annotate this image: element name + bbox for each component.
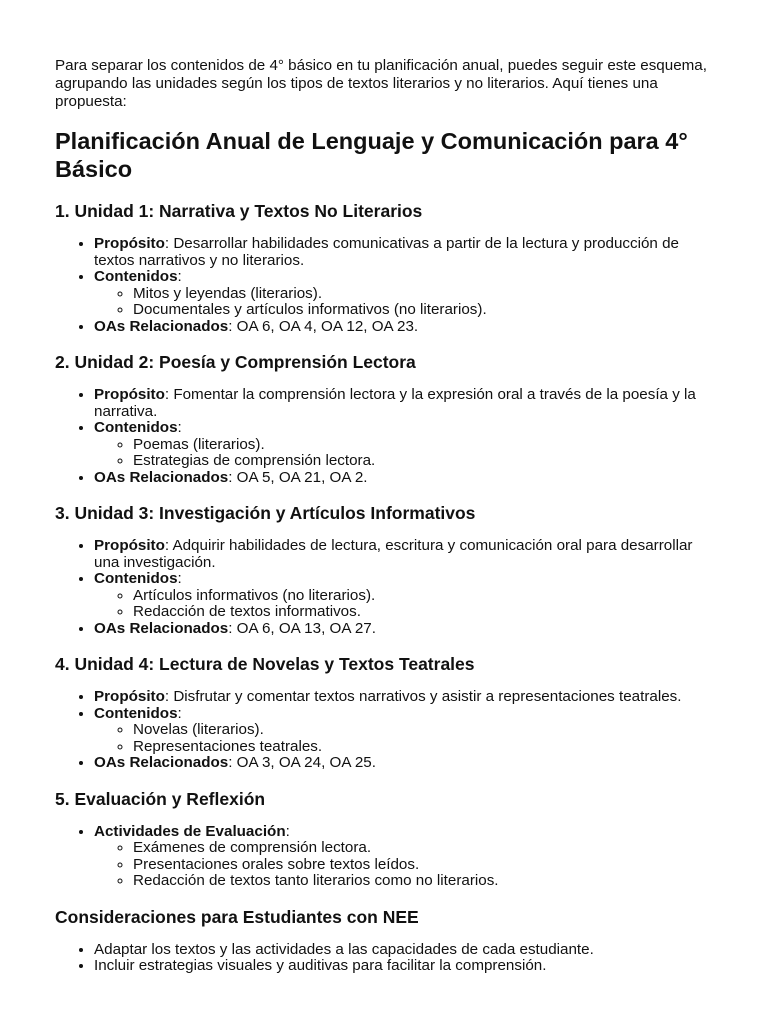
purpose-text: : Fomentar la comprensión lectora y la expresión oral a través de la poesía y la narrativa. — [94, 386, 696, 420]
evaluation-section — [55, 788, 718, 890]
oas-text: : OA 3, OA 24, OA 25. — [228, 754, 376, 771]
evaluation-title: 5. Evaluación y Reflexión — [55, 788, 266, 809]
contents-colon: : — [177, 704, 182, 722]
unit-2-title: 2. Unidad 2: Poesía y Comprensión Lectora — [55, 352, 416, 372]
contents-colon: : — [177, 570, 182, 587]
content-entry: ◦ Poemas (literarios). — [133, 437, 718, 454]
oas-label: OAs Relacionados — [94, 619, 229, 637]
content-entry: ◦ Artículos informativos (no literarios). — [133, 588, 718, 605]
unit-4-section — [55, 653, 718, 772]
nee-entry: • Adaptar los textos y las actividades a las capacidades de cada estudiante. — [94, 942, 718, 959]
nee-list — [55, 942, 718, 975]
content-entry: ◦ Estrategias de comprensión lectora. — [133, 453, 718, 470]
purpose-label: Propósito — [94, 235, 165, 252]
oas-text: : OA 6, OA 13, OA 27. — [228, 619, 376, 637]
purpose-text: : Adquirir habilidades de lectura, escritura y comunicación oral para desarrollar una investigación. — [94, 537, 693, 571]
purpose-text: : Disfrutar y comentar textos narrativos y asistir a representaciones teatrales. — [164, 688, 682, 705]
page-title: Planificación Anual de Lenguaje y Comunicación para 4° Básico — [55, 128, 688, 182]
contents-item — [94, 571, 718, 621]
activities-item — [94, 824, 718, 890]
contents-label: Contenidos — [94, 419, 178, 436]
purpose-label: Propósito — [94, 537, 165, 554]
oas-item — [94, 470, 718, 487]
oas-item — [94, 621, 718, 638]
contents-item — [94, 269, 718, 319]
oas-label: OAs Relacionados — [94, 317, 229, 335]
nee-section — [55, 906, 718, 975]
activities-colon: : — [285, 822, 290, 840]
contents-sublist — [94, 588, 718, 621]
contents-label: Contenidos — [94, 268, 178, 285]
contents-label: Contenidos — [94, 570, 178, 587]
contents-colon: : — [177, 419, 182, 436]
evaluation-list — [55, 824, 718, 890]
unit-1-section — [55, 200, 718, 335]
contents-sublist — [94, 722, 718, 755]
contents-item — [94, 420, 718, 470]
oas-label: OAs Relacionados — [94, 468, 229, 486]
content-entry: ◦ Documentales y artículos informativos (no literarios). — [133, 302, 718, 319]
content-entry: ◦ Redacción de textos informativos. — [133, 604, 718, 621]
purpose-label: Propósito — [94, 386, 165, 403]
content-entry: ◦ Representaciones teatrales. — [133, 739, 718, 756]
oas-text: : OA 5, OA 21, OA 2. — [228, 468, 368, 486]
contents-label: Contenidos — [94, 704, 178, 722]
unit-4-list — [55, 689, 718, 772]
oas-label: OAs Relacionados — [94, 754, 229, 771]
purpose-label: Propósito — [94, 688, 165, 705]
nee-title: Consideraciones para Estudiantes con NEE — [55, 906, 419, 927]
content-entry: ◦ Novelas (literarios). — [133, 722, 718, 739]
activity-entry: ◦ Exámenes de comprensión lectora. — [133, 840, 718, 857]
contents-sublist — [94, 437, 718, 470]
purpose-item — [94, 689, 718, 706]
activities-label: Actividades de Evaluación — [94, 822, 286, 840]
unit-3-list — [55, 538, 718, 637]
contents-item — [94, 706, 718, 756]
purpose-item — [94, 387, 718, 420]
activity-entry: ◦ Presentaciones orales sobre textos leídos. — [133, 857, 718, 874]
contents-colon: : — [177, 268, 182, 285]
purpose-item — [94, 236, 718, 269]
intro-paragraph: Para separar los contenidos de 4° básico en tu planificación anual, puedes seguir este esquema, agrupando las unidades según los tipos de textos literarios y no literarios. Aquí tienes una propuesta: — [55, 57, 707, 110]
unit-3-section — [55, 502, 718, 637]
activity-entry: ◦ Redacción de textos tanto literarios como no literarios. — [133, 873, 718, 890]
activities-sublist — [94, 840, 718, 890]
purpose-item — [94, 538, 718, 571]
oas-item — [94, 755, 718, 772]
nee-entry: • Incluir estrategias visuales y auditivas para facilitar la comprensión. — [94, 958, 718, 975]
content-entry: ◦ Mitos y leyendas (literarios). — [133, 286, 718, 303]
unit-1-title: 1. Unidad 1: Narrativa y Textos No Literarios — [55, 201, 423, 221]
contents-sublist — [94, 286, 718, 319]
unit-2-section — [55, 351, 718, 486]
unit-2-list — [55, 387, 718, 486]
purpose-text: : Desarrollar habilidades comunicativas a partir de la lectura y producción de textos narrativos y no literarios. — [94, 235, 679, 269]
unit-1-list — [55, 236, 718, 335]
oas-text: : OA 6, OA 4, OA 12, OA 23. — [228, 317, 419, 335]
unit-4-title: 4. Unidad 4: Lectura de Novelas y Textos Teatrales — [55, 654, 475, 674]
unit-3-title: 3. Unidad 3: Investigación y Artículos Informativos — [55, 503, 476, 523]
oas-item — [94, 319, 718, 336]
